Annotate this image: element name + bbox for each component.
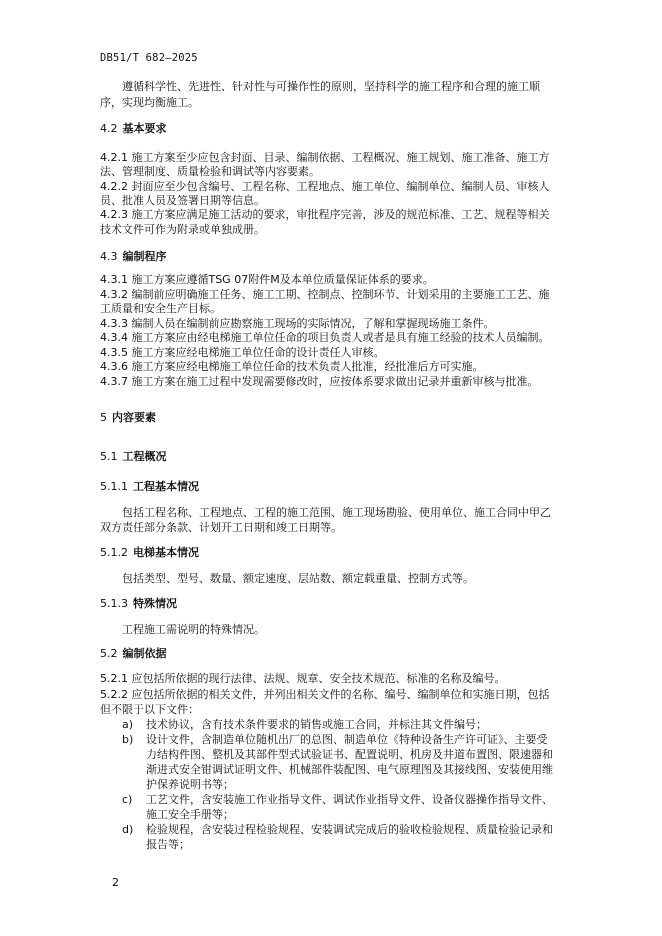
list-item-text: 检验规程，含安装过程检验规程、安装调试完成后的验收检验规程、质量检验记录和 xyxy=(146,823,553,836)
list-marker: a) xyxy=(122,718,134,731)
section-number: 5 xyxy=(100,411,107,424)
section-number: 5.1.1 xyxy=(100,480,128,493)
clause-line: 4.3.7 施工方案在施工过程中发现需要修改时，应按体系要求做出记录并重新审核与批准。 xyxy=(100,375,539,388)
clause-line: 4.3.4 施工方案应由经电梯施工单位任命的项目负责人或者是具有施工经验的技术人员编制。 xyxy=(100,331,550,344)
body-line: 包括工程名称、工程地点、工程的施工范围、施工现场勘验、使用单位、施工合同中甲乙 xyxy=(122,506,551,519)
section-heading-4-2 xyxy=(100,120,167,136)
section-title: 编制程序 xyxy=(122,250,167,263)
clause-line: 工质量和安全生产目标。 xyxy=(100,302,221,315)
clause-line: 但不限于以下文件： xyxy=(100,703,199,716)
clause-line: 4.3.6 施工方案应经电梯施工单位任命的技术负责人批准，经批准后方可实施。 xyxy=(100,360,484,373)
list-item-text: 工艺文件，含安装施工作业指导文件、调试作业指导文件、设备仪器操作指导文件、 xyxy=(146,793,553,806)
clause-line: 4.3.3 编制人员在编制前应勘察施工现场的实际情况，了解和掌握现场施工条件。 xyxy=(100,317,495,330)
list-item xyxy=(122,733,582,747)
list-item-text: 技术协议，含有技术条件要求的销售或施工合同，并标注其文件编号； xyxy=(146,718,487,731)
list-item xyxy=(122,793,582,807)
clause-line: 4.3.2 编制前应明确施工任务、施工工期、控制点、控制环节、计划采用的主要施工工艺、施 xyxy=(100,288,550,301)
section-title: 特殊情况 xyxy=(133,597,177,610)
section-title: 电梯基本情况 xyxy=(133,546,199,559)
body-line: 双方责任部分条款、计划开工日期和竣工日期等。 xyxy=(100,521,342,534)
intro-line: 遵循科学性、先进性、针对性与可操作性的原则，坚持科学的施工程序和合理的施工顺 xyxy=(122,80,540,93)
section-title: 工程概况 xyxy=(122,450,167,463)
section-heading-5-1-1 xyxy=(100,478,199,494)
list-item xyxy=(122,823,582,837)
clause-line: 4.2.3 施工方案应满足施工活动的要求，审批程序完善，涉及的规范标准、工艺、规程等相关 xyxy=(100,208,550,221)
list-item-continuation: 渐进式安全钳调试证明文件、机械部件装配图、电气原理图及其接线图、安装使用维 xyxy=(146,763,553,776)
section-heading-5-1-3 xyxy=(100,595,177,611)
section-title: 编制依据 xyxy=(122,647,167,660)
clause-line: 技术文件可作为附录或单独成册。 xyxy=(100,223,265,236)
section-title: 基本要求 xyxy=(122,122,167,135)
page-number: 2 xyxy=(112,876,119,889)
list-item-continuation: 护保养说明书等； xyxy=(146,778,234,791)
clause-line: 5.2.2 应包括所依据的相关文件，并列出相关文件的名称、编号、编制单位和实施日期，包括 xyxy=(100,688,550,701)
clause-line: 员、批准人员及签署日期等信息。 xyxy=(100,194,265,207)
section-heading-5 xyxy=(100,409,156,425)
clause-line: 4.3.5 施工方案应经电梯施工单位任命的设计责任人审核。 xyxy=(100,346,385,359)
body-line: 工程施工需说明的特殊情况。 xyxy=(122,623,265,636)
clause-line: 5.2.1 应包括所依据的现行法律、法规、规章、安全技术规范、标准的名称及编号。 xyxy=(100,672,506,685)
list-item-continuation: 报告等； xyxy=(146,838,190,851)
clause-line: 4.3.1 施工方案应遵循TSG 07附件M及本单位质量保证体系的要求。 xyxy=(100,273,434,286)
list-item-text: 设计文件，含制造单位随机出厂的总图、制造单位《特种设备生产许可证》、主要受 xyxy=(146,733,548,746)
clause-line: 4.2.1 施工方案至少应包含封面、目录、编制依据、工程概况、施工规划、施工准备、施工方 xyxy=(100,151,550,164)
section-number: 5.1.3 xyxy=(100,597,128,610)
list-marker: d) xyxy=(122,823,134,836)
section-number: 5.1.2 xyxy=(100,546,128,559)
section-title: 工程基本情况 xyxy=(133,480,199,493)
list-item-continuation: 施工安全手册等； xyxy=(146,808,234,821)
clause-line: 法、管理制度、质量检验和调试等内容要素。 xyxy=(100,165,320,178)
body-line: 包括类型、型号、数量、额定速度、层站数、额定载重量、控制方式等。 xyxy=(122,572,474,585)
section-heading-5-1 xyxy=(100,448,167,464)
section-number: 5.1 xyxy=(100,450,118,463)
list-marker: c) xyxy=(122,793,133,806)
section-number: 4.2 xyxy=(100,122,118,135)
section-heading-4-3 xyxy=(100,248,167,264)
document-id: DB51/T 682—2025 xyxy=(100,52,198,64)
list-item-continuation: 力结构件图、整机及其部件型式试验证书、配置说明、机房及井道布置图、限速器和 xyxy=(146,748,553,761)
section-number: 5.2 xyxy=(100,647,118,660)
list-marker: b) xyxy=(122,733,134,746)
section-heading-5-2 xyxy=(100,645,167,661)
intro-line: 序，实现均衡施工。 xyxy=(100,96,199,109)
list-item xyxy=(122,718,582,732)
section-heading-5-1-2 xyxy=(100,544,199,560)
section-title: 内容要素 xyxy=(112,411,156,424)
clause-line: 4.2.2 封面应至少包含编号、工程名称、工程地点、施工单位、编制单位、编制人员、审核人 xyxy=(100,180,550,193)
section-number: 4.3 xyxy=(100,250,118,263)
